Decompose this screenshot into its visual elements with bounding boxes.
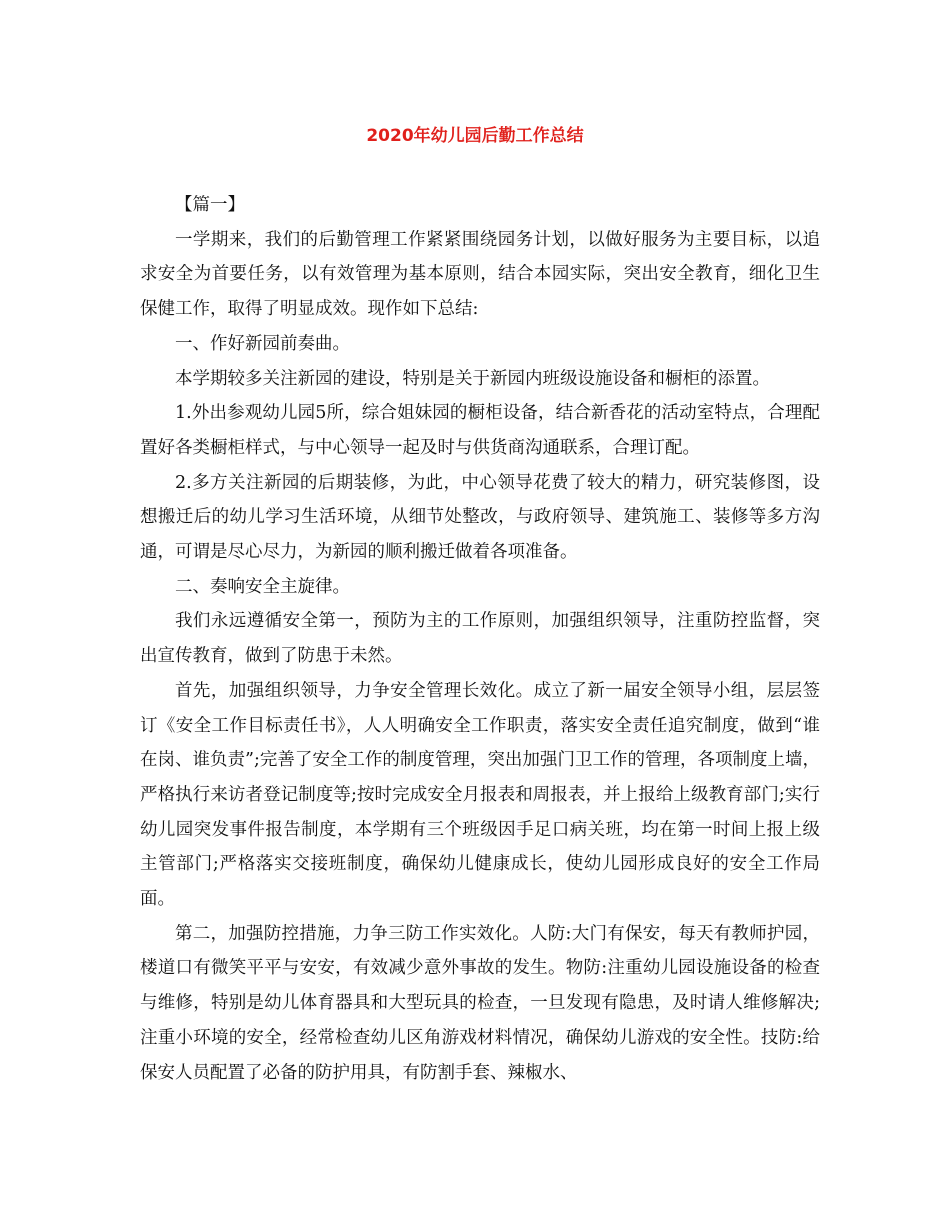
section-heading-new-kindergarten: 一、作好新园前奏曲。	[175, 333, 350, 354]
document-title: 2020年幼儿园后勤工作总结	[366, 126, 584, 146]
paragraph-intro: 一学期来，我们的后勤管理工作紧紧围绕园务计划，以做好服务为主要目标，以追求安全为首要任务，以有效管理为基本原则，结合本园实际，突出安全教育，细化卫生保健工作，取得了明显成效。现作如下总结:	[140, 229, 820, 320]
document-body	[140, 188, 820, 1090]
paragraph-safety-second: 第二，加强防控措施，力争三防工作实效化。人防:大门有保安，每天有教师护园，楼道口有微笑平平与安安，有效减少意外事故的发生。物防:注重幼儿园设施设备的检查与维修，特别是幼儿体育器具和大型玩具的检查，一旦发现有隐患，及时请人维修解决;注重小环境的安全，经常检查幼儿区角游戏材料情况，确保幼儿游戏的安全性。技防:给保安人员配置了必备的防护用具，有防割手套、辣椒水、	[140, 923, 820, 1083]
section-heading-safety: 二、奏响安全主旋律。	[175, 576, 350, 597]
paragraph-safety-first: 首先，加强组织领导，力争安全管理长效化。成立了新一届安全领导小组，层层签订《安全工作目标责任书》，人人明确安全工作职责，落实安全责任追究制度，做到“谁在岗、谁负责”;完善了安全工作的制度管理，突出加强门卫工作的管理，各项制度上墙，严格执行来访者登记制度等;按时完成安全月报表和周报表，并上报给上级教育部门;实行幼儿园突发事件报告制度，本学期有三个班级因手足口病关班，均在第一时间上报上级主管部门;严格落实交接班制度，确保幼儿健康成长，使幼儿园形成良好的安全工作局面。	[140, 680, 820, 910]
paragraph-safety-principle: 我们永远遵循安全第一，预防为主的工作原则，加强组织领导，注重防控监督，突出宣传教育，做到了防患于未然。	[140, 611, 820, 667]
paragraph-item-2: 2.多方关注新园的后期装修，为此，中心领导花费了较大的精力，研究装修图，设想搬迁后的幼儿学习生活环境，从细节处整改，与政府领导、建筑施工、装修等多方沟通，可谓是尽心尽力，为新园的顺利搬迁做着各项准备。	[140, 472, 820, 563]
paragraph-item-1: 1.外出参观幼儿园5所，综合姐妹园的橱柜设备，结合新香花的活动室特点，合理配置好各类橱柜样式，与中心领导一起及时与供货商沟通联系，合理订配。	[140, 403, 820, 458]
paragraph-new-kindergarten: 本学期较多关注新园的建设，特别是关于新园内班级设施设备和橱柜的添置。	[175, 368, 770, 389]
section-heading-part-one: 【篇一】	[175, 195, 245, 215]
